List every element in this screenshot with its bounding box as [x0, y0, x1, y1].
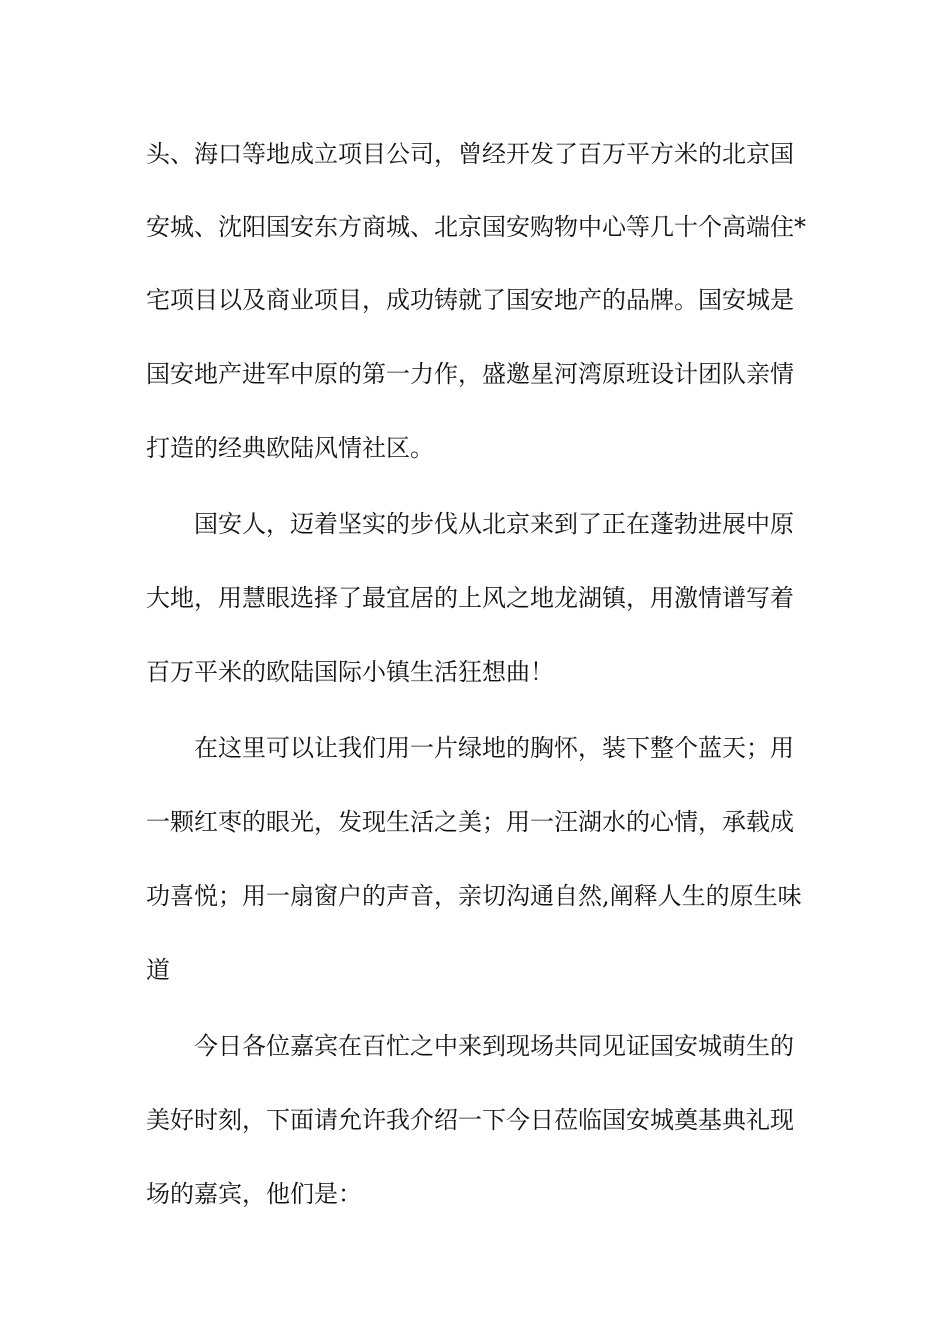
text-line: 场的嘉宾，他们是： [146, 1180, 362, 1208]
text-line: 宅项目以及商业项目，成功铸就了国安地产的品牌。国安城是 [146, 286, 794, 314]
paragraph-first-line: 在这里可以让我们用一片绿地的胸怀，装下整个蓝天；用 [194, 734, 794, 762]
paragraph-first-line: 今日各位嘉宾在百忙之中来到现场共同见证国安城萌生的 [194, 1032, 794, 1060]
text-line: 百万平米的欧陆国际小镇生活狂想曲！ [146, 658, 554, 686]
text-line: 头、海口等地成立项目公司，曾经开发了百万平方米的北京国 [146, 140, 794, 168]
text-line: 美好时刻，下面请允许我介绍一下今日莅临国安城奠基典礼现 [146, 1106, 794, 1134]
text-line: 国安地产进军中原的第一力作，盛邀星河湾原班设计团队亲情 [146, 360, 794, 388]
text-line: 大地，用慧眼选择了最宜居的上风之地龙湖镇，用激情谱写着 [146, 584, 794, 612]
text-line: 安城、沈阳国安东方商城、北京国安购物中心等几十个高端住* [146, 213, 806, 241]
text-line: 功喜悦；用一扇窗户的声音，亲切沟通自然,阐释人生的原生味 [146, 882, 802, 910]
text-line: 道 [146, 956, 170, 984]
paragraph-first-line: 国安人，迈着坚实的步伐从北京来到了正在蓬勃进展中原 [194, 510, 794, 538]
text-line: 打造的经典欧陆风情社区。 [146, 434, 434, 462]
text-line: 一颗红枣的眼光，发现生活之美；用一汪湖水的心情，承载成 [146, 808, 794, 836]
